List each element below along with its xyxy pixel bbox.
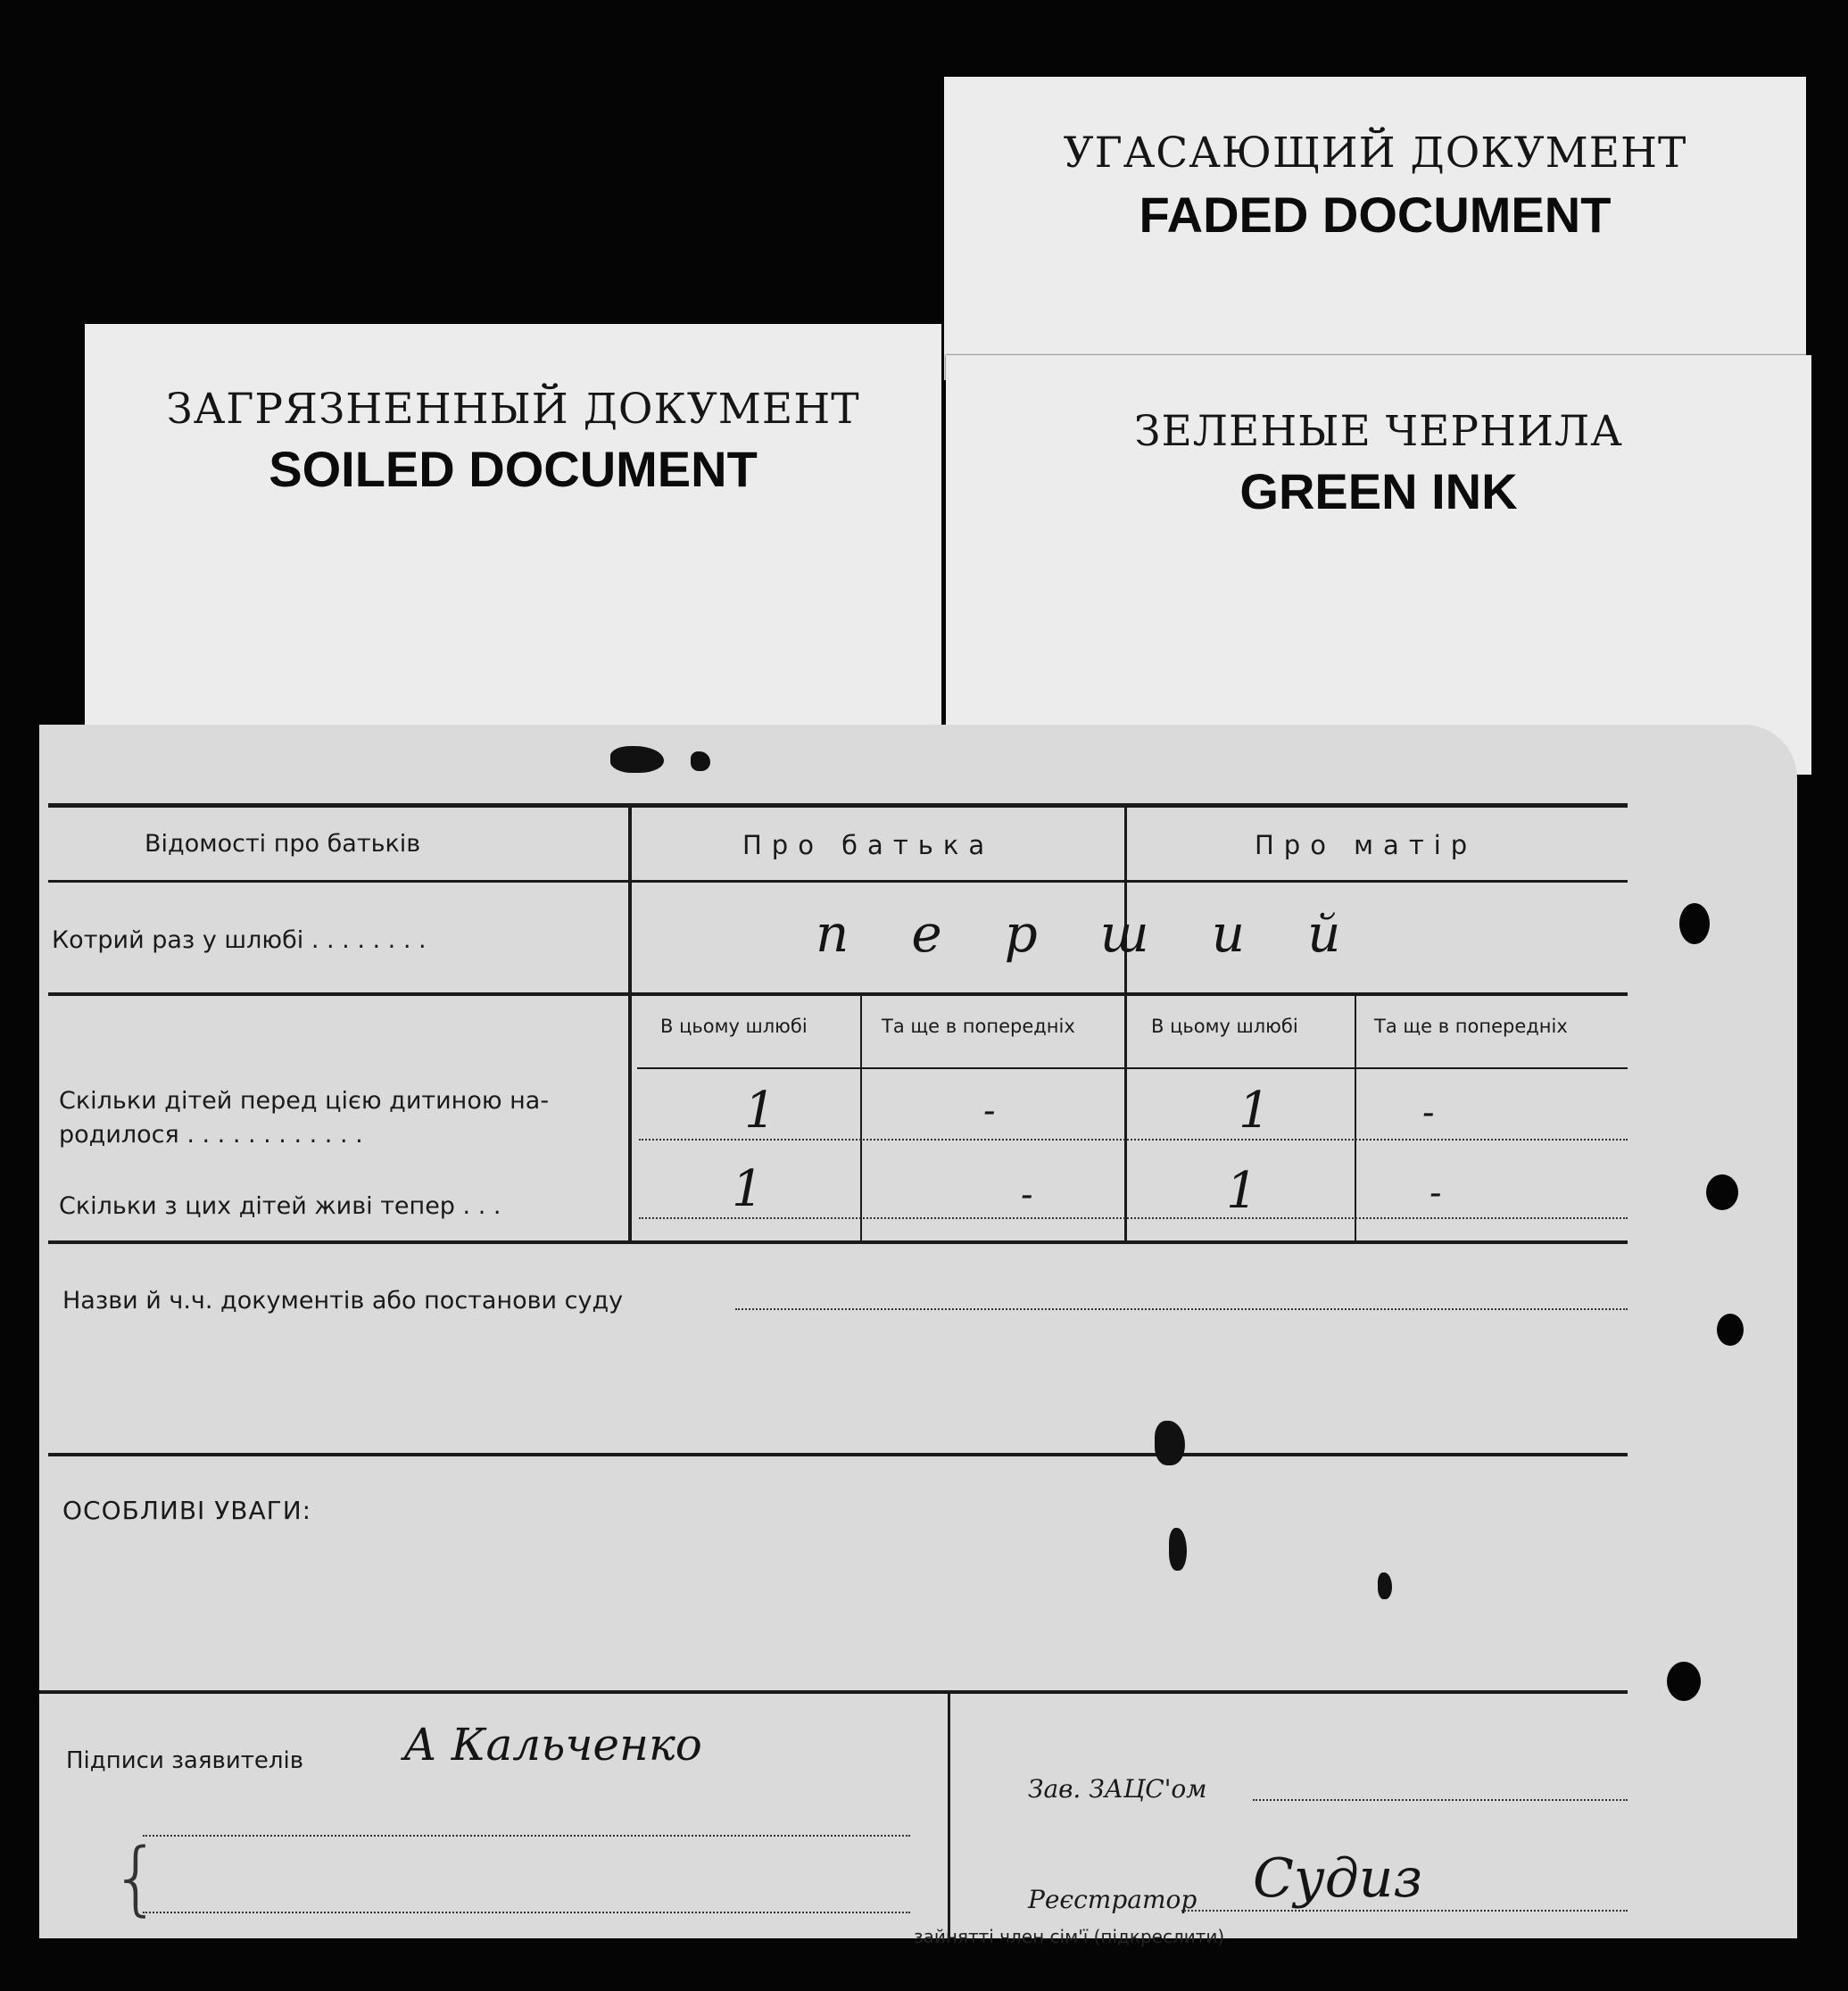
head-registry-label: Зав. ЗАЦС'ом (1028, 1774, 1207, 1804)
col-divider (628, 805, 632, 1242)
faded-label-en: FADED DOCUMENT (1139, 187, 1612, 243)
col-divider (1124, 805, 1127, 1242)
rule-top (48, 803, 1628, 808)
green-ink-label-en: GREEN INK (1239, 463, 1518, 519)
ink-blot (610, 746, 664, 773)
col-divider (860, 992, 862, 1242)
children-born-label-2: родилося . . . . . . . . . . . . (59, 1121, 363, 1149)
mother-this-marriage: В цьому шлюбі (1151, 1016, 1298, 1037)
dotted-line (639, 1217, 1628, 1219)
father-children-alive: 1 (732, 1160, 764, 1218)
rule-marriage (48, 992, 1628, 996)
punch-hole (1706, 1174, 1738, 1210)
brace: { (111, 1831, 162, 1925)
about-mother-header: Про матір (1255, 830, 1478, 860)
ink-blot (691, 751, 710, 771)
dotted-line (639, 1139, 1628, 1141)
marriage-count-handwritten: перший (816, 903, 1404, 964)
mother-children-alive: 1 (1226, 1162, 1258, 1220)
dotted-line (143, 1912, 910, 1913)
green-ink-label-ru: ЗЕЛЕНЫЕ ЧЕРНИЛА (1134, 407, 1623, 456)
father-prev-children-alive: - (1021, 1174, 1033, 1215)
father-prev-children-born: - (983, 1091, 996, 1132)
applicant-signature: А Кальченко (403, 1719, 702, 1771)
about-father-header: Про батька (742, 830, 995, 860)
children-born-label-1: Скільки дітей перед цією дитиною на- (59, 1087, 550, 1115)
remarks-label: ОСОБЛИВІ УВАГИ: (62, 1496, 312, 1525)
mother-prev-children-alive: - (1430, 1173, 1442, 1214)
rule-children (48, 1240, 1628, 1244)
father-previous-marriages: Та ще в попередніх (882, 1016, 1075, 1037)
col-divider (1355, 992, 1356, 1242)
mother-prev-children-born: - (1422, 1092, 1435, 1133)
dotted-line (1253, 1799, 1628, 1801)
ink-smudge (1169, 1528, 1187, 1571)
green-ink-card (946, 355, 1811, 775)
applicants-signature-label: Підписи заявителів (66, 1747, 304, 1774)
registration-form-sheet (39, 725, 1797, 1947)
rule-remarks (39, 1690, 1628, 1694)
father-this-marriage: В цьому шлюбі (660, 1016, 808, 1037)
parents-info-header: Відомості про батьків (145, 830, 421, 858)
ink-smudge (1378, 1572, 1392, 1599)
registrar-signature: Судиз (1253, 1847, 1423, 1910)
mother-previous-marriages: Та ще в попередніх (1374, 1016, 1568, 1037)
faded-document-card (944, 77, 1806, 380)
dotted-line (735, 1308, 1628, 1310)
father-children-born: 1 (744, 1082, 776, 1140)
punch-hole (1717, 1314, 1744, 1346)
marriage-count-label: Котрий раз у шлюбі . . . . . . . . (52, 926, 427, 954)
rule-header (48, 880, 1628, 883)
bottom-cut-text: зайнятті член сім'ї (підкреслити) (914, 1926, 1225, 1947)
dotted-line (1181, 1910, 1628, 1912)
punch-hole (1679, 903, 1710, 944)
punch-hole (1667, 1662, 1701, 1701)
children-alive-label: Скільки з цих дітей живі тепер . . . (59, 1192, 501, 1220)
signature-divider (948, 1694, 950, 1938)
soiled-label-en: SOILED DOCUMENT (269, 441, 758, 497)
mother-children-born: 1 (1239, 1082, 1271, 1140)
rule-documents (48, 1453, 1628, 1456)
rule-subheader (637, 1067, 1628, 1069)
ink-smudge (1155, 1421, 1185, 1465)
documents-label: Назви й ч.ч. документів або постанови суду (62, 1287, 624, 1315)
registrar-label: Реєстратор (1028, 1885, 1197, 1914)
soiled-document-card (85, 324, 941, 739)
soiled-label-ru: ЗАГРЯЗНЕННЫЙ ДОКУМЕНТ (166, 385, 860, 434)
faded-label-ru: УГАСАЮЩИЙ ДОКУМЕНТ (1063, 129, 1687, 178)
dotted-line (143, 1835, 910, 1837)
